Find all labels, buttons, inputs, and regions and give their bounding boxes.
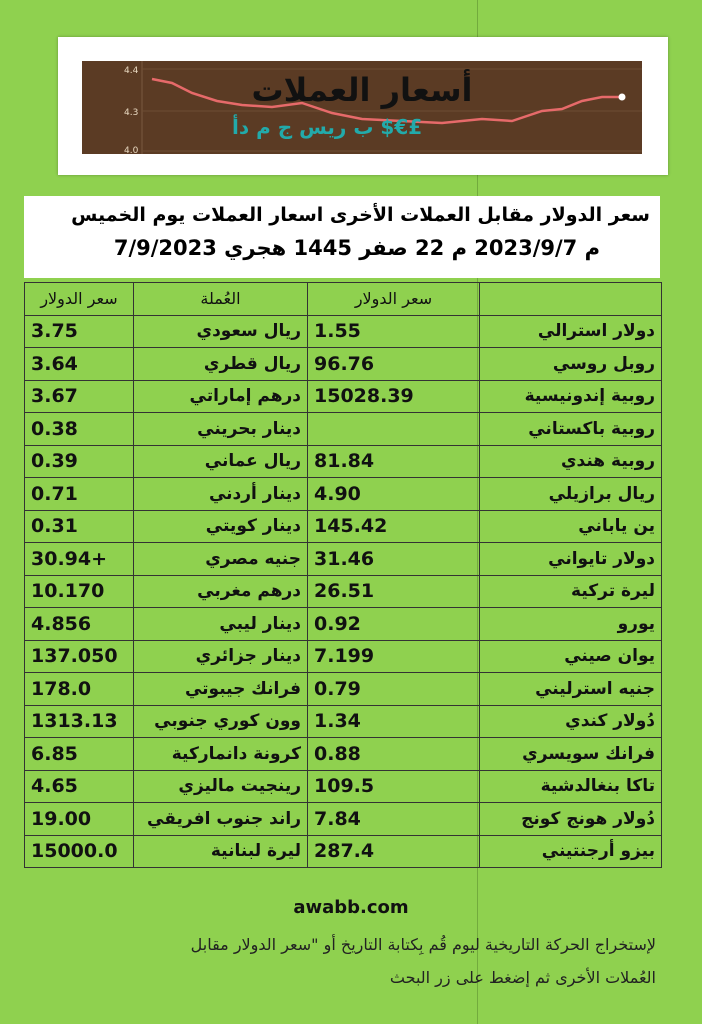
currency-name-cell: درهم مغربي [134,575,308,608]
currency-name-cell: روبية هندي [480,445,662,478]
table-row [25,803,662,836]
dollar-price-cell: 1313.13 [25,705,134,738]
dollar-price-cell: 15000.0 [25,835,134,868]
site-url: awabb.com [293,897,409,918]
table-row [25,315,662,348]
dollar-price-cell: 178.0 [25,673,134,706]
currency-name-cell: دينار كويتي [134,510,308,543]
header-currency: العُملة [134,283,308,316]
currency-name-cell: دولار تايواني [480,543,662,576]
currency-name-cell: جنيه استرليني [480,673,662,706]
banner-image [82,61,642,154]
banner-frame [58,37,668,175]
table-row [25,348,662,381]
currency-name-cell: فرانك سويسري [480,738,662,771]
currency-name-cell: يورو [480,608,662,641]
dollar-price-cell: 6.85 [25,738,134,771]
dollar-price-cell: 287.4 [308,835,480,868]
dollar-price-cell: 26.51 [308,575,480,608]
dollar-price-cell: 1.55 [308,315,480,348]
header-date-line: 7/9/2023 م 2023/9/7 م 22 صفر 1445 هجري [113,236,600,260]
dollar-price-cell: 4.65 [25,770,134,803]
table-row [25,835,662,868]
header-currency-right [480,283,662,316]
currency-name-cell: رينجيت ماليزي [134,770,308,803]
currency-name-cell: دينار ليبي [134,608,308,641]
currency-name-cell: ريال قطري [134,348,308,381]
dollar-price-cell: 145.42 [308,510,480,543]
header-dollar-price-left: سعر الدولار [25,283,134,316]
table-row [25,640,662,673]
currency-name-cell: ريال عماني [134,445,308,478]
table-row [25,543,662,576]
currency-name-cell: روبية إندونيسية [480,380,662,413]
currency-rates-table [24,282,662,868]
footer-note-line-1: لإستخراج الحركة التاريخية ليوم قُم بِكتابة التاريخ أو "سعر الدولار مقابل [190,935,656,954]
banner-title: أسعار العملات [251,71,473,109]
currency-name-cell: دُولار كندي [480,705,662,738]
dollar-price-cell: 3.67 [25,380,134,413]
banner-subtitle: ب ريس ج م دأ $€£ [232,115,423,139]
date-header [24,196,660,278]
footer-note-line-2: العُملات الأخرى ثم إضغط على زر البحث [389,968,656,987]
dollar-price-cell: 3.64 [25,348,134,381]
header-title-line: سعر الدولار مقابل العملات الأخرى اسعار العملات يوم الخميس [71,204,650,226]
table-row [25,673,662,706]
dollar-price-cell: 4.90 [308,478,480,511]
dollar-price-cell: 1.34 [308,705,480,738]
currency-name-cell: درهم إماراتي [134,380,308,413]
dollar-price-cell: 0.79 [308,673,480,706]
header-dollar-price-right: سعر الدولار [308,283,480,316]
dollar-price-cell: 0.71 [25,478,134,511]
dollar-price-cell: 19.00 [25,803,134,836]
currency-name-cell: جنيه مصري [134,543,308,576]
dollar-price-cell: 10.170 [25,575,134,608]
dollar-price-cell: 3.75 [25,315,134,348]
currency-name-cell: ريال سعودي [134,315,308,348]
table-row [25,705,662,738]
currency-name-cell: دولار استرالي [480,315,662,348]
currency-name-cell: دينار بحريني [134,413,308,446]
currency-name-cell: راند جنوب افريقي [134,803,308,836]
dollar-price-cell: 96.76 [308,348,480,381]
dollar-price-cell: 0.31 [25,510,134,543]
currency-name-cell: كرونة دانماركية [134,738,308,771]
currency-name-cell: يوان صيني [480,640,662,673]
currency-name-cell: ليرة تركية [480,575,662,608]
dollar-price-cell [308,413,480,446]
dollar-price-cell: 4.856 [25,608,134,641]
dollar-price-cell: 0.38 [25,413,134,446]
dollar-price-cell: 0.92 [308,608,480,641]
axis-tick-2: 4.3 [124,108,139,118]
currency-name-cell: ليرة لبنانية [134,835,308,868]
dollar-price-cell: 15028.39 [308,380,480,413]
footer-note [96,928,656,994]
table-row [25,575,662,608]
table-row [25,738,662,771]
currency-name-cell: تاكا بنغالدشية [480,770,662,803]
currency-name-cell: روبية باكستاني [480,413,662,446]
axis-tick-1: 4.4 [124,66,139,76]
table-row [25,478,662,511]
table-row [25,510,662,543]
table-row [25,380,662,413]
dollar-price-cell: 31.46 [308,543,480,576]
currency-name-cell: روبل روسي [480,348,662,381]
table-row [25,770,662,803]
currency-name-cell: فرانك جيبوتي [134,673,308,706]
dollar-price-cell: 30.94+ [25,543,134,576]
dollar-price-cell: 7.199 [308,640,480,673]
axis-tick-3: 4.0 [124,146,139,154]
table-row [25,445,662,478]
dollar-price-cell: 0.88 [308,738,480,771]
currency-name-cell: دُولار هونج كونج [480,803,662,836]
table-row [25,608,662,641]
dollar-price-cell: 137.050 [25,640,134,673]
table-row [25,413,662,446]
dollar-price-cell: 81.84 [308,445,480,478]
dollar-price-cell: 109.5 [308,770,480,803]
dollar-price-cell: 0.39 [25,445,134,478]
currency-name-cell: وون كوري جنوبي [134,705,308,738]
currency-name-cell: دينار جزائري [134,640,308,673]
table-header-row [25,283,662,316]
currency-name-cell: دينار أردني [134,478,308,511]
currency-name-cell: بيزو أرجنتيني [480,835,662,868]
dollar-price-cell: 7.84 [308,803,480,836]
currency-name-cell: ريال برازيلي [480,478,662,511]
currency-name-cell: ين ياباني [480,510,662,543]
